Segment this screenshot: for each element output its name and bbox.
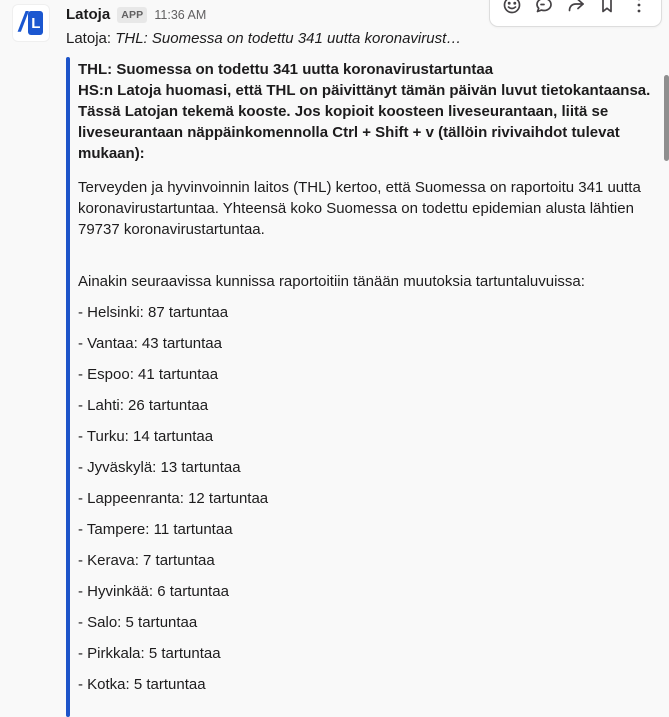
- attachment-bold-intro: HS:n Latoja huomasi, että THL on päivittänyt tämän päivän luvut tietokantaansa. Tässä Latojan tekemä kooste. Jos kopioit koosteen liveseurantaan, liitä se liveseurantaan näppäinkomennolla Ctrl + Shift + v (tällöin rivivaihdot tulevat mukaan):: [78, 82, 651, 162]
- list-item: - Espoo: 41 tartuntaa: [78, 366, 219, 383]
- attachment-accent-bar: [66, 57, 70, 717]
- attachment-title-block: [78, 59, 652, 164]
- attachment-list-intro: Ainakin seuraavissa kunnissa raportoitiin tänään muutoksia tartuntaluvuissa:: [78, 273, 585, 290]
- list-item: - Pirkkala: 5 tartuntaa: [78, 645, 221, 662]
- list-item: - Hyvinkää: 6 tartuntaa: [78, 583, 229, 600]
- preview-prefix: Latoja:: [66, 30, 116, 47]
- share-message-button[interactable]: [562, 0, 590, 19]
- list-item: - Helsinki: 87 tartuntaa: [78, 304, 229, 321]
- list-item: - Salo: 5 tartuntaa: [78, 614, 198, 631]
- speech-bubble-icon: [534, 0, 554, 15]
- share-arrow-icon: [566, 0, 586, 15]
- app-badge: APP: [117, 7, 147, 23]
- smiley-icon: [502, 0, 522, 15]
- timestamp[interactable]: 11:36 AM: [154, 7, 207, 22]
- avatar[interactable]: [13, 5, 49, 41]
- avatar-slash-glyph: /: [18, 6, 27, 37]
- sender-name[interactable]: Latoja: [66, 6, 111, 23]
- avatar-letter-box: [28, 11, 43, 35]
- list-item: - Kerava: 7 tartuntaa: [78, 552, 215, 569]
- message-preview: [66, 29, 461, 49]
- list-item: - Lappeenranta: 12 tartuntaa: [78, 490, 269, 507]
- preview-body: THL: Suomessa on todettu 341 uutta koronavirust…: [115, 30, 462, 47]
- avatar-letter: L: [31, 14, 41, 32]
- attachment-title: THL: Suomessa on todettu 341 uutta koronavirustartuntaa: [78, 61, 494, 78]
- list-item: - Tampere: 11 tartuntaa: [78, 521, 233, 538]
- add-reaction-button[interactable]: [498, 0, 526, 19]
- scrollbar-thumb[interactable]: [664, 75, 669, 161]
- list-item: - Turku: 14 tartuntaa: [78, 428, 214, 445]
- list-item: - Vantaa: 43 tartuntaa: [78, 335, 222, 352]
- message-actions-toolbar: [489, 0, 662, 27]
- message-header: [66, 6, 206, 23]
- attachment-body: [78, 55, 652, 695]
- list-item: - Jyväskylä: 13 tartuntaa: [78, 459, 241, 476]
- attachment-summary: Terveyden ja hyvinvoinnin laitos (THL) kertoo, että Suomessa on raportoitu 341 uutta koronavirustartuntaa. Yhteensä koko Suomessa on todettu epidemian alusta lähtien 79737 koronavirustartuntaa.: [78, 179, 641, 238]
- more-actions-button[interactable]: [625, 0, 653, 19]
- reply-in-thread-button[interactable]: [530, 0, 558, 19]
- message-attachment: [66, 55, 658, 695]
- kebab-menu-icon: [629, 0, 649, 15]
- list-item: - Kotka: 5 tartuntaa: [78, 676, 206, 693]
- list-item: - Lahti: 26 tartuntaa: [78, 397, 209, 414]
- save-for-later-button[interactable]: [593, 0, 621, 19]
- bookmark-icon: [597, 0, 617, 15]
